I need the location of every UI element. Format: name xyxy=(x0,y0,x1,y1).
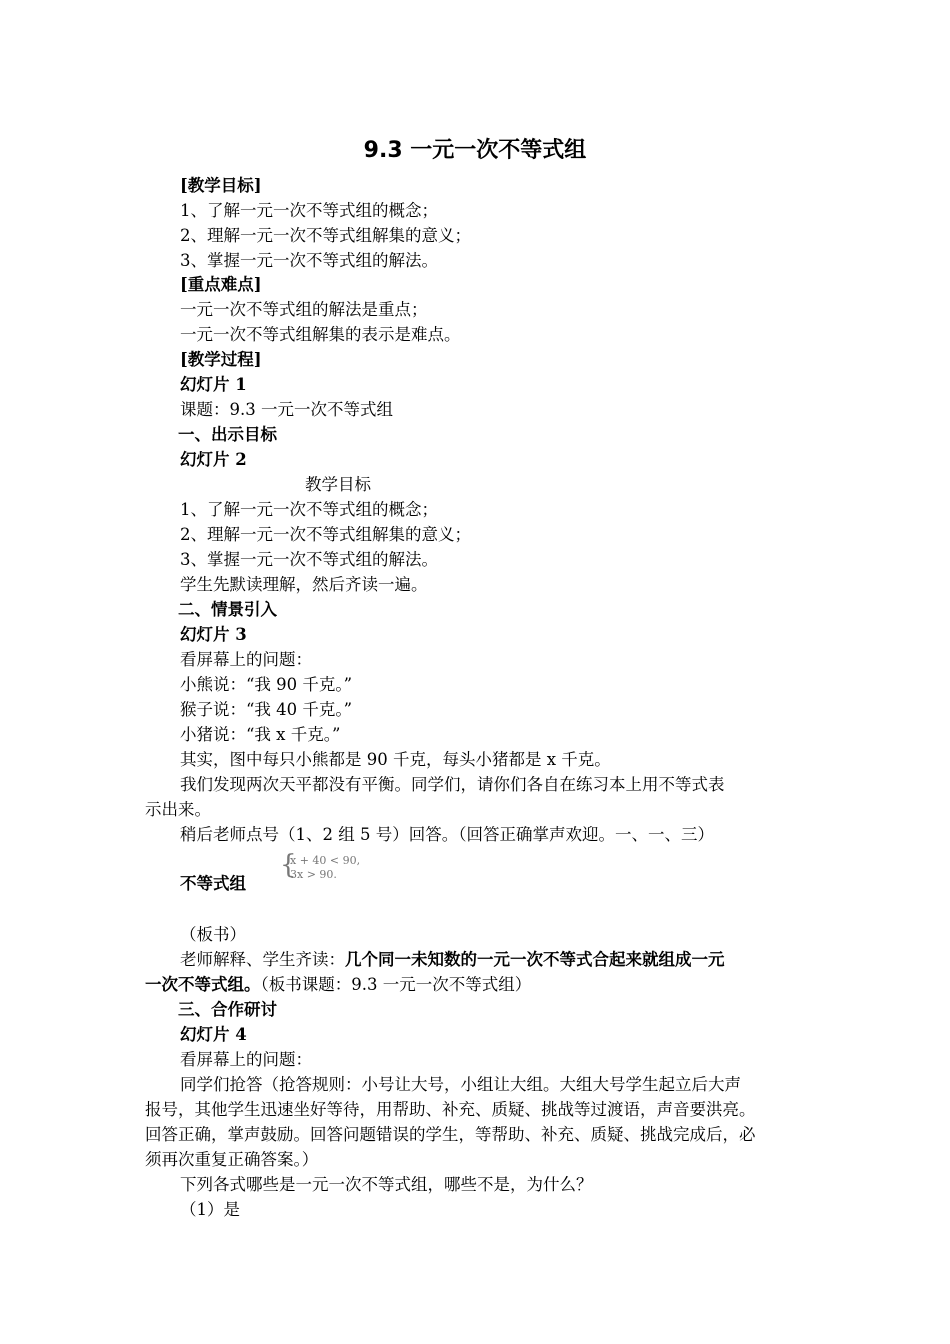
slide-2-item: 1、了解一元一次不等式组的概念； xyxy=(180,500,438,519)
explanation-tail: （板书课题：9.3 一元一次不等式组） xyxy=(260,975,532,994)
slide-3-line: 稍后老师点号（1、2 组 5 号）回答。（回答正确掌声欢迎。一、一、三） xyxy=(180,825,714,844)
page-title: 9.3 一元一次不等式组 xyxy=(363,138,587,163)
slide-4-label: 幻灯片 4 xyxy=(180,1025,247,1044)
section-heading-1: 一、出示目标 xyxy=(178,425,277,444)
slide-2-item: 2、理解一元一次不等式组解集的意义； xyxy=(180,525,471,544)
slide-3-line: 看屏幕上的问题： xyxy=(180,650,312,669)
process-heading: [教学过程] xyxy=(180,350,262,369)
slide-3-line: 示出来。 xyxy=(145,800,211,819)
slide-3-line: 猴子说：“我 40 千克。” xyxy=(180,700,353,719)
inequality-label: 不等式组 xyxy=(180,874,246,893)
slide-1-label: 幻灯片 1 xyxy=(180,375,247,394)
objective-item: 2、理解一元一次不等式组解集的意义； xyxy=(180,226,471,245)
slide-4-line: 须再次重复正确答案。） xyxy=(145,1150,319,1169)
slide-2-label: 幻灯片 2 xyxy=(180,450,247,469)
explanation-lead: 老师解释、学生齐读： xyxy=(180,950,345,969)
keypoint-item: 一元一次不等式组的解法是重点； xyxy=(180,300,428,319)
explanation-line-1 xyxy=(180,948,725,972)
slide-2-item: 3、掌握一元一次不等式组的解法。 xyxy=(180,550,438,569)
explanation-line-2 xyxy=(145,973,531,997)
left-brace-icon: { xyxy=(280,850,297,880)
slide-4-line: 下列各式哪些是一元一次不等式组，哪些不是，为什么？ xyxy=(180,1175,593,1194)
keypoint-item: 一元一次不等式组解集的表示是难点。 xyxy=(180,325,461,344)
slide-3-line: 我们发现两次天平都没有平衡。同学们，请你们各自在练习本上用不等式表 xyxy=(180,775,725,794)
slide-4-line: 回答正确，掌声鼓励。回答问题错误的学生，等帮助、补充、质疑、挑战完成后，必 xyxy=(145,1125,756,1144)
objective-item: 3、掌握一元一次不等式组的解法。 xyxy=(180,251,438,270)
inequality-system-formula xyxy=(280,852,410,882)
definition-text: 几个同一未知数的一元一次不等式合起来就组成一元 xyxy=(345,950,725,969)
inequality-row: 3x > 90. xyxy=(290,868,337,881)
slide-3-line: 小猪说：“我 x 千克。” xyxy=(180,725,341,744)
definition-text-continued: 一次不等式组。 xyxy=(145,975,261,994)
slide-2-center-title: 教学目标 xyxy=(305,475,371,494)
objectives-heading: [教学目标] xyxy=(180,176,262,195)
section-heading-3: 三、合作研讨 xyxy=(178,1000,277,1019)
keypoints-heading: [重点难点] xyxy=(180,275,262,294)
inequality-row: x + 40 < 90, xyxy=(290,854,361,867)
objective-item: 1、了解一元一次不等式组的概念； xyxy=(180,201,438,220)
board-note: （板书） xyxy=(180,925,246,944)
slide-3-line: 小熊说：“我 90 千克。” xyxy=(180,675,353,694)
slide-3-label: 幻灯片 3 xyxy=(180,625,247,644)
slide-2-note: 学生先默读理解，然后齐读一遍。 xyxy=(180,575,428,594)
slide-4-line: 报号，其他学生迅速坐好等待，用帮助、补充、质疑、挑战等过渡语，声音要洪亮。 xyxy=(145,1100,756,1119)
slide-4-line: （1）是 xyxy=(180,1200,240,1219)
slide-4-line: 同学们抢答（抢答规则：小号让大号，小组让大组。大组大号学生起立后大声 xyxy=(180,1075,741,1094)
section-heading-2: 二、情景引入 xyxy=(178,600,277,619)
slide-3-line: 其实，图中每只小熊都是 90 千克，每头小猪都是 x 千克。 xyxy=(180,750,611,769)
slide-1-line: 课题：9.3 一元一次不等式组 xyxy=(180,400,393,419)
slide-4-line: 看屏幕上的问题： xyxy=(180,1050,312,1069)
